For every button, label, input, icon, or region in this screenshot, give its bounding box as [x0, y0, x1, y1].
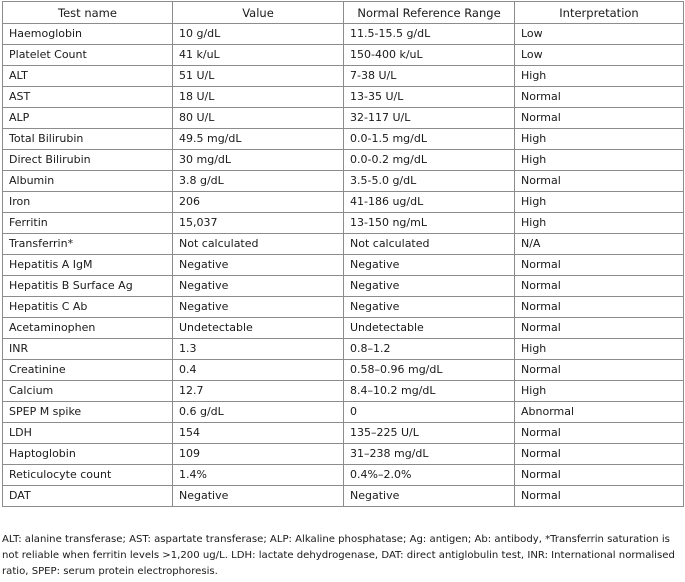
cell-reference-range: 13-150 ng/mL [344, 213, 515, 234]
cell-interpretation: Normal [515, 444, 684, 465]
table-header-row [3, 2, 684, 24]
cell-test-name: Acetaminophen [3, 318, 173, 339]
cell-value: 10 g/dL [173, 24, 344, 45]
table-row [3, 108, 684, 129]
cell-value: 41 k/uL [173, 45, 344, 66]
cell-value: 206 [173, 192, 344, 213]
cell-value: Negative [173, 486, 344, 507]
table-row [3, 276, 684, 297]
cell-test-name: Transferrin* [3, 234, 173, 255]
cell-interpretation: Normal [515, 486, 684, 507]
table-row [3, 24, 684, 45]
cell-reference-range: 31–238 mg/dL [344, 444, 515, 465]
cell-interpretation: Normal [515, 276, 684, 297]
cell-interpretation: N/A [515, 234, 684, 255]
table-row [3, 150, 684, 171]
cell-value: 3.8 g/dL [173, 171, 344, 192]
table-row [3, 318, 684, 339]
table-footnote: ALT: alanine transferase; AST: aspartate transferase; ALP: Alkaline phosphatase; Ag: antigen; Ab: antibody, *Transferrin saturation is not reliable when ferritin levels >1,200 ug/L. LDH: lactate dehydrogenase, DAT: direct antiglobulin test, INR: International normalised ratio, SPEP: serum protein electrophoresis. [2, 534, 675, 577]
table-row [3, 171, 684, 192]
cell-value: 1.3 [173, 339, 344, 360]
cell-value: Negative [173, 297, 344, 318]
cell-interpretation: Normal [515, 255, 684, 276]
cell-test-name: Creatinine [3, 360, 173, 381]
cell-value: Negative [173, 276, 344, 297]
header-value: Value [173, 2, 344, 24]
table-body [3, 24, 684, 507]
cell-value: 51 U/L [173, 66, 344, 87]
cell-reference-range: 13-35 U/L [344, 87, 515, 108]
table-row [3, 444, 684, 465]
cell-interpretation: Normal [515, 297, 684, 318]
cell-value: 12.7 [173, 381, 344, 402]
cell-reference-range: 11.5-15.5 g/dL [344, 24, 515, 45]
lab-results-table [2, 1, 684, 507]
table-row [3, 339, 684, 360]
cell-reference-range: 0 [344, 402, 515, 423]
table-row [3, 423, 684, 444]
cell-value: 80 U/L [173, 108, 344, 129]
cell-test-name: Calcium [3, 381, 173, 402]
cell-interpretation: Abnormal [515, 402, 684, 423]
table-row [3, 297, 684, 318]
cell-interpretation: Normal [515, 360, 684, 381]
cell-reference-range: Undetectable [344, 318, 515, 339]
cell-test-name: Total Bilirubin [3, 129, 173, 150]
table-row [3, 255, 684, 276]
cell-interpretation: High [515, 339, 684, 360]
cell-test-name: INR [3, 339, 173, 360]
cell-test-name: DAT [3, 486, 173, 507]
cell-value: 109 [173, 444, 344, 465]
cell-interpretation: Normal [515, 171, 684, 192]
table-row [3, 465, 684, 486]
cell-interpretation: High [515, 213, 684, 234]
cell-value: 30 mg/dL [173, 150, 344, 171]
cell-interpretation: High [515, 129, 684, 150]
cell-reference-range: 0.0-0.2 mg/dL [344, 150, 515, 171]
cell-value: Undetectable [173, 318, 344, 339]
cell-value: 49.5 mg/dL [173, 129, 344, 150]
cell-interpretation: High [515, 66, 684, 87]
cell-test-name: LDH [3, 423, 173, 444]
cell-test-name: Haptoglobin [3, 444, 173, 465]
cell-test-name: ALP [3, 108, 173, 129]
table-row [3, 66, 684, 87]
cell-interpretation: High [515, 150, 684, 171]
cell-test-name: Hepatitis A IgM [3, 255, 173, 276]
cell-test-name: Hepatitis B Surface Ag [3, 276, 173, 297]
cell-reference-range: 7-38 U/L [344, 66, 515, 87]
header-test-name: Test name [3, 2, 173, 24]
cell-value: 1.4% [173, 465, 344, 486]
table-row [3, 87, 684, 108]
cell-value: Not calculated [173, 234, 344, 255]
table-row [3, 129, 684, 150]
cell-interpretation: Normal [515, 423, 684, 444]
cell-reference-range: Not calculated [344, 234, 515, 255]
cell-reference-range: 8.4–10.2 mg/dL [344, 381, 515, 402]
table-row [3, 213, 684, 234]
cell-reference-range: Negative [344, 276, 515, 297]
cell-value: 18 U/L [173, 87, 344, 108]
table-row [3, 486, 684, 507]
cell-reference-range: 0.8–1.2 [344, 339, 515, 360]
cell-test-name: Ferritin [3, 213, 173, 234]
cell-interpretation: Normal [515, 465, 684, 486]
cell-reference-range: 0.4%–2.0% [344, 465, 515, 486]
table-row [3, 192, 684, 213]
cell-interpretation: Low [515, 45, 684, 66]
cell-test-name: Haemoglobin [3, 24, 173, 45]
table-row [3, 402, 684, 423]
table-row [3, 381, 684, 402]
cell-interpretation: High [515, 192, 684, 213]
cell-value: 15,037 [173, 213, 344, 234]
cell-reference-range: 32-117 U/L [344, 108, 515, 129]
cell-test-name: Reticulocyte count [3, 465, 173, 486]
cell-reference-range: 0.58–0.96 mg/dL [344, 360, 515, 381]
table-row [3, 234, 684, 255]
table-row [3, 360, 684, 381]
cell-test-name: AST [3, 87, 173, 108]
cell-reference-range: Negative [344, 255, 515, 276]
cell-interpretation: Low [515, 24, 684, 45]
cell-reference-range: 135–225 U/L [344, 423, 515, 444]
cell-interpretation: Normal [515, 318, 684, 339]
cell-test-name: ALT [3, 66, 173, 87]
cell-interpretation: Normal [515, 108, 684, 129]
cell-value: 0.4 [173, 360, 344, 381]
cell-test-name: Albumin [3, 171, 173, 192]
cell-reference-range: 150-400 k/uL [344, 45, 515, 66]
cell-test-name: SPEP M spike [3, 402, 173, 423]
cell-test-name: Iron [3, 192, 173, 213]
table-row [3, 45, 684, 66]
cell-interpretation: High [515, 381, 684, 402]
header-interpretation: Interpretation [515, 2, 684, 24]
cell-reference-range: Negative [344, 486, 515, 507]
cell-value: Negative [173, 255, 344, 276]
cell-reference-range: 3.5-5.0 g/dL [344, 171, 515, 192]
cell-reference-range: 0.0-1.5 mg/dL [344, 129, 515, 150]
cell-value: 0.6 g/dL [173, 402, 344, 423]
cell-value: 154 [173, 423, 344, 444]
cell-interpretation: Normal [515, 87, 684, 108]
header-reference-range: Normal Reference Range [344, 2, 515, 24]
cell-test-name: Platelet Count [3, 45, 173, 66]
cell-reference-range: 41-186 ug/dL [344, 192, 515, 213]
cell-test-name: Hepatitis C Ab [3, 297, 173, 318]
cell-test-name: Direct Bilirubin [3, 150, 173, 171]
cell-reference-range: Negative [344, 297, 515, 318]
